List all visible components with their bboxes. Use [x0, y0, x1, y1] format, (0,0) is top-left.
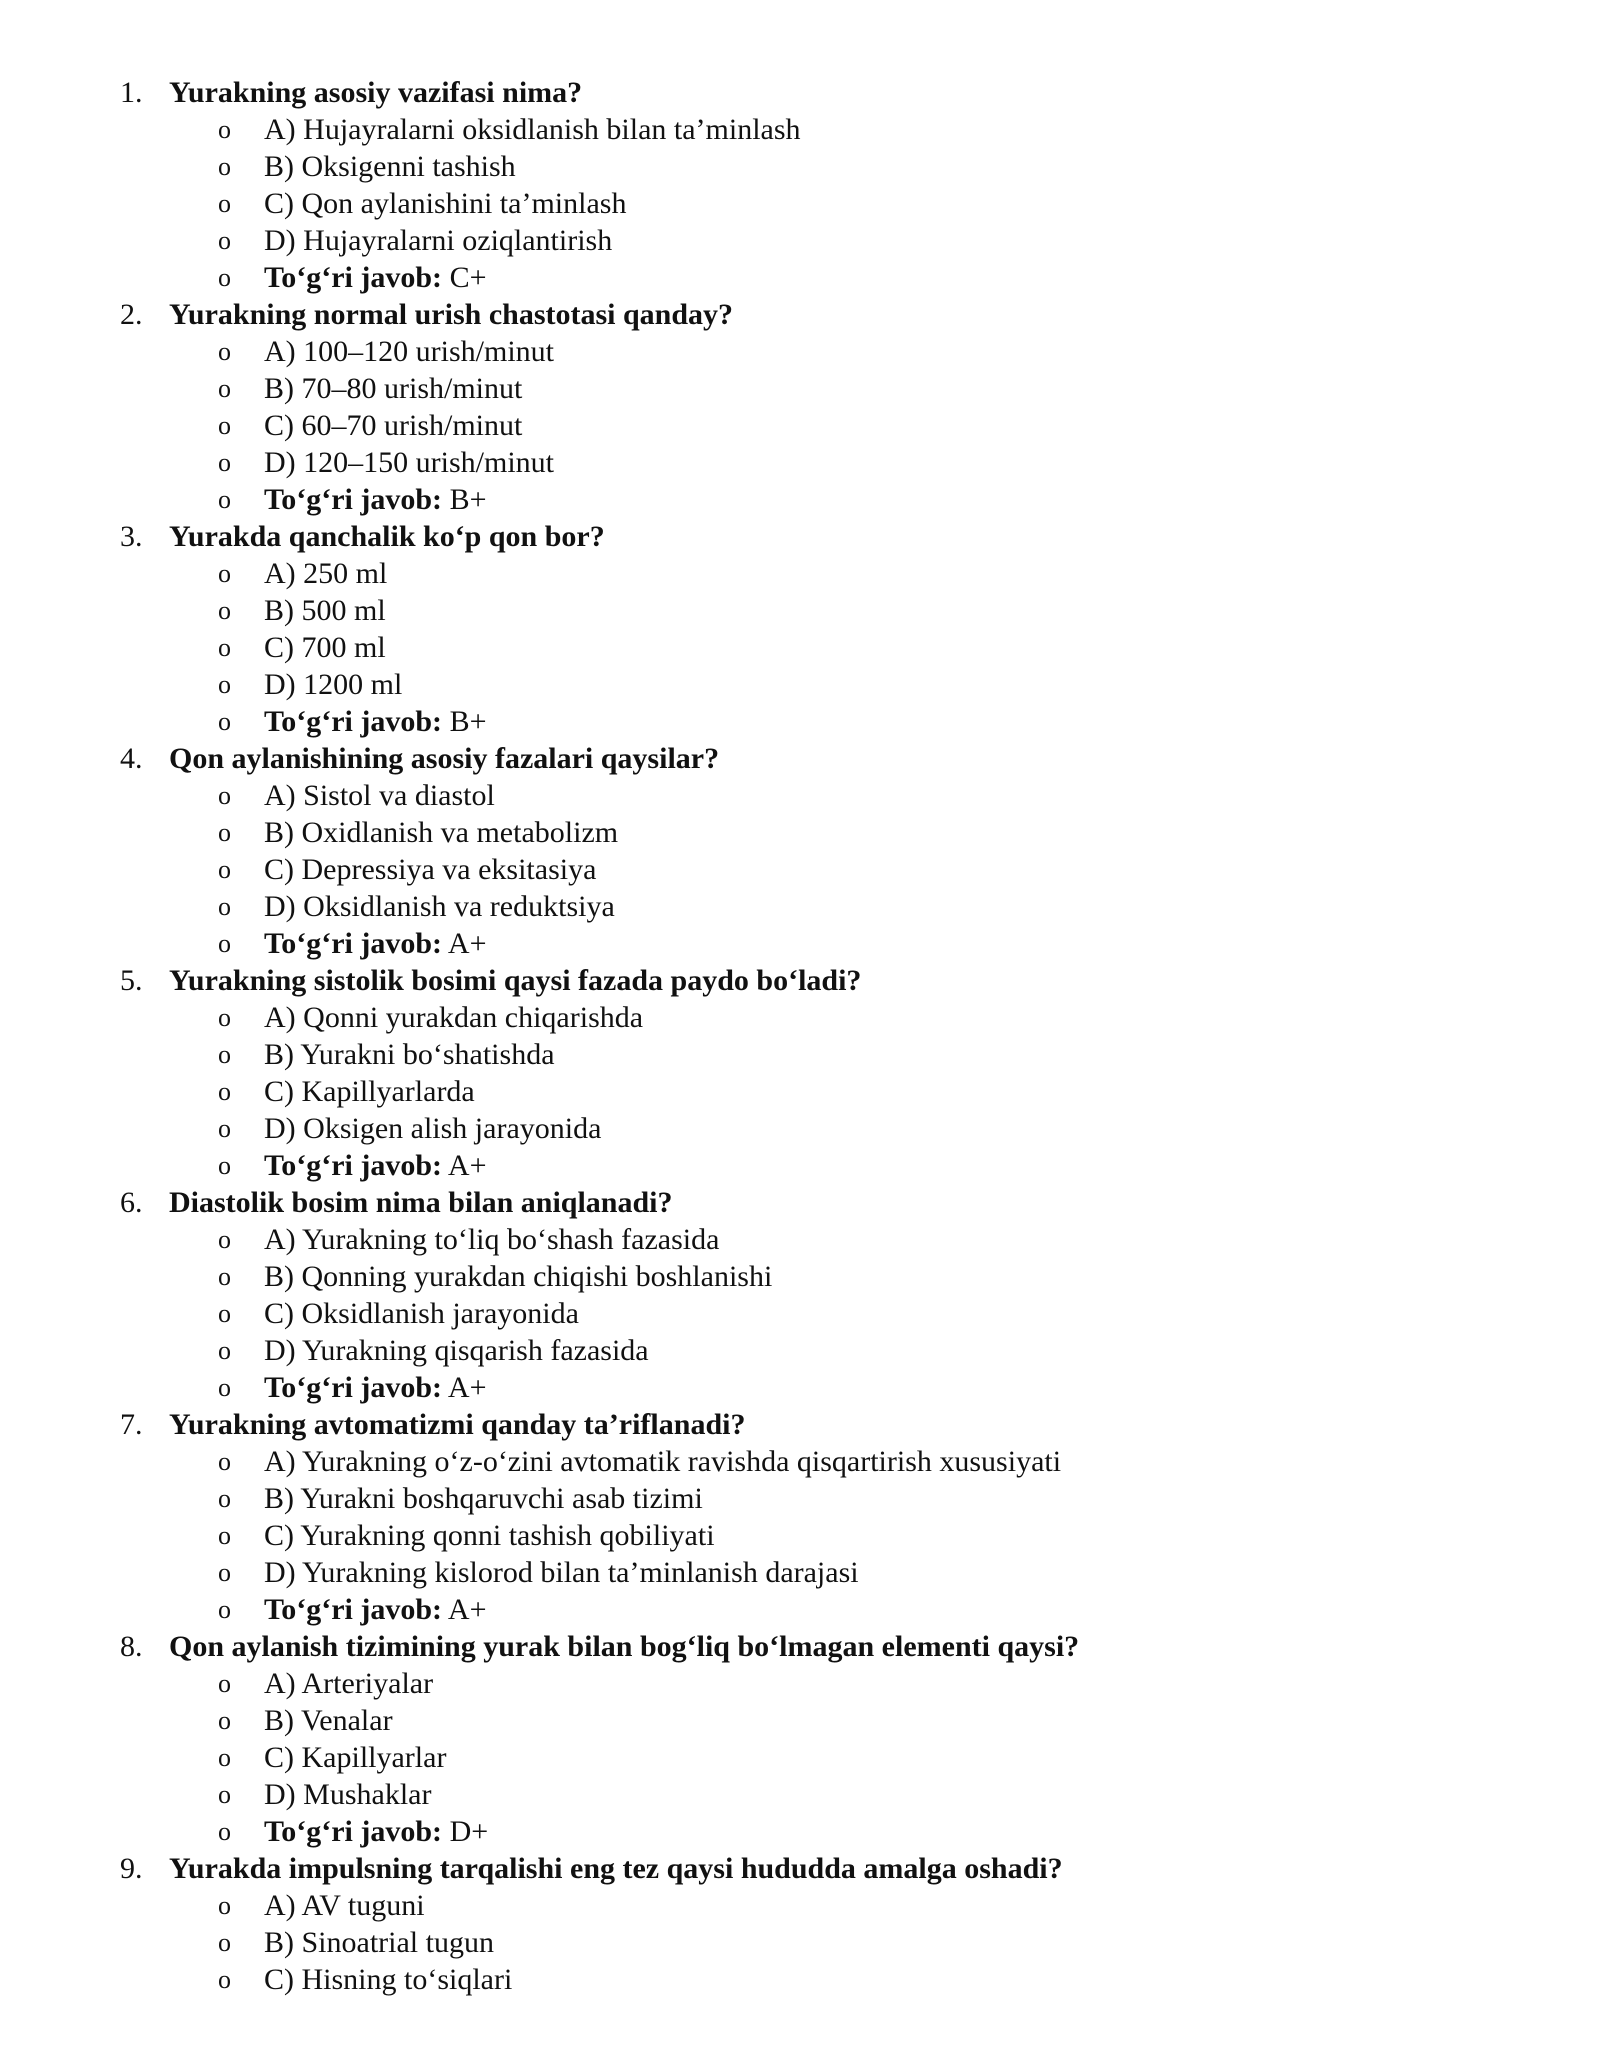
correct-answer-label: To‘g‘ri javob:	[264, 705, 443, 738]
bullet-icon: o	[218, 892, 231, 921]
bullet-icon: o	[218, 633, 231, 662]
option-text: A) Sistol va diastol	[264, 779, 495, 812]
answer-option	[0, 1073, 1600, 1110]
answer-option	[0, 1480, 1600, 1517]
option-text: D) Yurakning kislorod bilan ta’minlanish darajasi	[264, 1556, 859, 1589]
option-text: D) Oksigen alish jarayonida	[264, 1112, 602, 1145]
option-text: A) Yurakning to‘liq bo‘shash fazasida	[264, 1223, 720, 1256]
answer-option	[0, 1110, 1600, 1147]
option-text: C) 700 ml	[264, 631, 386, 664]
option-text: B) Oksigenni tashish	[264, 150, 516, 183]
option-text: B) Qonning yurakdan chiqishi boshlanishi	[264, 1260, 773, 1293]
question-block	[0, 518, 1600, 740]
answer-option	[0, 629, 1600, 666]
bullet-icon: o	[218, 929, 231, 958]
answer-option	[0, 666, 1600, 703]
question-line	[0, 740, 1600, 777]
question-number: 2.	[120, 298, 143, 331]
answer-option	[0, 185, 1600, 222]
bullet-icon: o	[218, 1299, 231, 1328]
question-text: Yurakning asosiy vazifasi nima?	[169, 76, 583, 109]
answer-option	[0, 592, 1600, 629]
answer-option	[0, 333, 1600, 370]
option-text: D) 1200 ml	[264, 668, 403, 701]
question-text: Yurakning sistolik bosimi qaysi fazada paydo bo‘ladi?	[169, 964, 862, 997]
option-text: A) Hujayralarni oksidlanish bilan ta’minlash	[264, 113, 801, 146]
correct-answer	[264, 1813, 488, 1850]
bullet-icon: o	[218, 1780, 231, 1809]
option-text: B) Venalar	[264, 1704, 393, 1737]
answer-option	[0, 1665, 1600, 1702]
bullet-icon: o	[218, 448, 231, 477]
answer-option	[0, 999, 1600, 1036]
question-line	[0, 1628, 1600, 1665]
bullet-icon: o	[218, 1484, 231, 1513]
question-line	[0, 74, 1600, 111]
question-number: 5.	[120, 964, 143, 997]
option-text: A) Arteriyalar	[264, 1667, 434, 1700]
question-text: Qon aylanishining asosiy fazalari qaysilar?	[169, 742, 720, 775]
correct-answer-label: To‘g‘ri javob:	[264, 1815, 443, 1848]
question-number: 9.	[120, 1852, 143, 1885]
bullet-icon: o	[218, 1928, 231, 1957]
correct-answer-label: To‘g‘ri javob:	[264, 1371, 443, 1404]
bullet-icon: o	[218, 1595, 231, 1624]
bullet-icon: o	[218, 781, 231, 810]
question-block	[0, 962, 1600, 1184]
correct-answer-value: A+	[447, 1149, 487, 1182]
option-text: C) Kapillyarlar	[264, 1741, 447, 1774]
question-line	[0, 1184, 1600, 1221]
answer-option	[0, 814, 1600, 851]
bullet-icon: o	[218, 1114, 231, 1143]
bullet-icon: o	[218, 1040, 231, 1069]
correct-answer-line	[0, 1591, 1600, 1628]
correct-answer	[264, 1369, 487, 1406]
bullet-icon: o	[218, 596, 231, 625]
correct-answer-value: D+	[449, 1815, 489, 1848]
option-text: B) Yurakni boshqaruvchi asab tizimi	[264, 1482, 703, 1515]
bullet-icon: o	[218, 1225, 231, 1254]
correct-answer-value: B+	[449, 483, 487, 516]
answer-option	[0, 1258, 1600, 1295]
answer-option	[0, 1961, 1600, 1998]
correct-answer	[264, 259, 487, 296]
correct-answer-line	[0, 925, 1600, 962]
correct-answer-label: To‘g‘ri javob:	[264, 483, 443, 516]
answer-option	[0, 1702, 1600, 1739]
correct-answer-line	[0, 481, 1600, 518]
correct-answer-label: To‘g‘ri javob:	[264, 927, 443, 960]
bullet-icon: o	[218, 670, 231, 699]
option-text: D) Oksidlanish va reduktsiya	[264, 890, 615, 923]
question-block	[0, 296, 1600, 518]
bullet-icon: o	[218, 1891, 231, 1920]
question-text: Diastolik bosim nima bilan aniqlanadi?	[169, 1186, 673, 1219]
option-text: C) Oksidlanish jarayonida	[264, 1297, 579, 1330]
bullet-icon: o	[218, 411, 231, 440]
question-block	[0, 1850, 1600, 1998]
correct-answer-label: To‘g‘ri javob:	[264, 261, 443, 294]
correct-answer-value: A+	[447, 1371, 487, 1404]
bullet-icon: o	[218, 1373, 231, 1402]
correct-answer	[264, 1591, 487, 1628]
correct-answer-value: A+	[447, 927, 487, 960]
option-text: B) Oxidlanish va metabolizm	[264, 816, 619, 849]
option-text: C) 60–70 urish/minut	[264, 409, 523, 442]
answer-option	[0, 407, 1600, 444]
question-number: 7.	[120, 1408, 143, 1441]
correct-answer	[264, 1147, 487, 1184]
bullet-icon: o	[218, 1077, 231, 1106]
option-text: B) 70–80 urish/minut	[264, 372, 523, 405]
bullet-icon: o	[218, 1336, 231, 1365]
bullet-icon: o	[218, 115, 231, 144]
bullet-icon: o	[218, 1003, 231, 1032]
option-text: B) Yurakni bo‘shatishda	[264, 1038, 555, 1071]
question-line	[0, 1850, 1600, 1887]
question-block	[0, 1406, 1600, 1628]
question-block	[0, 1184, 1600, 1406]
answer-option	[0, 1554, 1600, 1591]
bullet-icon: o	[218, 1706, 231, 1735]
correct-answer-line	[0, 703, 1600, 740]
bullet-icon: o	[218, 226, 231, 255]
answer-option	[0, 370, 1600, 407]
correct-answer-value: C+	[449, 261, 487, 294]
answer-option	[0, 1739, 1600, 1776]
bullet-icon: o	[218, 1151, 231, 1180]
answer-option	[0, 1443, 1600, 1480]
correct-answer-value: A+	[447, 1593, 487, 1626]
option-text: D) Hujayralarni oziqlantirish	[264, 224, 613, 257]
answer-option	[0, 1221, 1600, 1258]
question-number: 8.	[120, 1630, 143, 1663]
question-number: 6.	[120, 1186, 143, 1219]
answer-option	[0, 222, 1600, 259]
answer-option	[0, 1036, 1600, 1073]
bullet-icon: o	[218, 1521, 231, 1550]
option-text: B) Sinoatrial tugun	[264, 1926, 494, 1959]
answer-option	[0, 111, 1600, 148]
question-text: Yurakning normal urish chastotasi qanday?	[169, 298, 734, 331]
option-text: C) Qon aylanishini ta’minlash	[264, 187, 627, 220]
bullet-icon: o	[218, 337, 231, 366]
question-number: 4.	[120, 742, 143, 775]
option-text: A) AV tuguni	[264, 1889, 425, 1922]
correct-answer	[264, 481, 487, 518]
question-block	[0, 740, 1600, 962]
answer-option	[0, 777, 1600, 814]
bullet-icon: o	[218, 1743, 231, 1772]
option-text: B) 500 ml	[264, 594, 386, 627]
option-text: A) Qonni yurakdan chiqarishda	[264, 1001, 644, 1034]
answer-option	[0, 148, 1600, 185]
bullet-icon: o	[218, 559, 231, 588]
answer-option	[0, 1776, 1600, 1813]
answer-option	[0, 1332, 1600, 1369]
bullet-icon: o	[218, 818, 231, 847]
bullet-icon: o	[218, 263, 231, 292]
option-text: C) Yurakning qonni tashish qobiliyati	[264, 1519, 715, 1552]
answer-option	[0, 851, 1600, 888]
question-line	[0, 962, 1600, 999]
option-text: A) Yurakning o‘z-o‘zini avtomatik ravishda qisqartirish xususiyati	[264, 1445, 1062, 1478]
answer-option	[0, 555, 1600, 592]
option-text: A) 250 ml	[264, 557, 388, 590]
bullet-icon: o	[218, 707, 231, 736]
option-text: C) Kapillyarlarda	[264, 1075, 475, 1108]
correct-answer-line	[0, 1369, 1600, 1406]
answer-option	[0, 1295, 1600, 1332]
bullet-icon: o	[218, 1558, 231, 1587]
bullet-icon: o	[218, 1447, 231, 1476]
correct-answer-line	[0, 1813, 1600, 1850]
bullet-icon: o	[218, 855, 231, 884]
question-text: Yurakda impulsning tarqalishi eng tez qaysi hududda amalga oshadi?	[169, 1852, 1063, 1885]
question-block	[0, 74, 1600, 296]
question-line	[0, 296, 1600, 333]
correct-answer-label: To‘g‘ri javob:	[264, 1593, 443, 1626]
option-text: C) Hisning to‘siqlari	[264, 1963, 513, 1996]
answer-option	[0, 444, 1600, 481]
option-text: D) Yurakning qisqarish fazasida	[264, 1334, 649, 1367]
bullet-icon: o	[218, 1669, 231, 1698]
answer-option	[0, 1924, 1600, 1961]
correct-answer	[264, 925, 487, 962]
question-number: 1.	[120, 76, 143, 109]
question-text: Yurakning avtomatizmi qanday ta’riflanadi?	[169, 1408, 746, 1441]
option-text: A) 100–120 urish/minut	[264, 335, 554, 368]
option-text: D) Mushaklar	[264, 1778, 432, 1811]
question-line	[0, 518, 1600, 555]
correct-answer-label: To‘g‘ri javob:	[264, 1149, 443, 1182]
bullet-icon: o	[218, 1262, 231, 1291]
option-text: D) 120–150 urish/minut	[264, 446, 554, 479]
correct-answer	[264, 703, 487, 740]
correct-answer-line	[0, 259, 1600, 296]
bullet-icon: o	[218, 485, 231, 514]
bullet-icon: o	[218, 1817, 231, 1846]
bullet-icon: o	[218, 1965, 231, 1994]
document-page	[0, 74, 1600, 1998]
bullet-icon: o	[218, 374, 231, 403]
question-number: 3.	[120, 520, 143, 553]
bullet-icon: o	[218, 152, 231, 181]
answer-option	[0, 1517, 1600, 1554]
option-text: C) Depressiya va eksitasiya	[264, 853, 597, 886]
correct-answer-line	[0, 1147, 1600, 1184]
question-text: Qon aylanish tizimining yurak bilan bog‘liq bo‘lmagan elementi qaysi?	[169, 1630, 1080, 1663]
question-text: Yurakda qanchalik ko‘p qon bor?	[169, 520, 605, 553]
answer-option	[0, 888, 1600, 925]
bullet-icon: o	[218, 189, 231, 218]
question-line	[0, 1406, 1600, 1443]
answer-option	[0, 1887, 1600, 1924]
correct-answer-value: B+	[449, 705, 487, 738]
question-block	[0, 1628, 1600, 1850]
